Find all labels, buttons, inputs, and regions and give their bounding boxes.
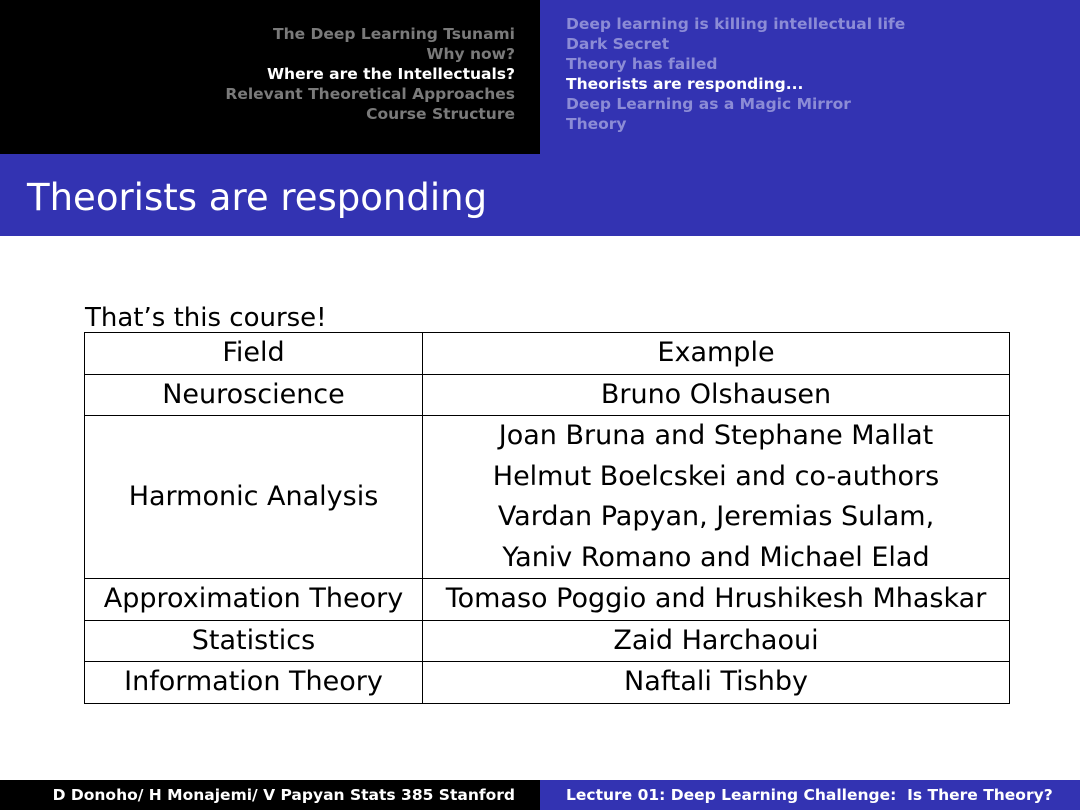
nav-subsection-theory[interactable]: Theory <box>566 115 627 133</box>
field-cell: Approximation Theory <box>85 579 423 621</box>
footer-lecture <box>540 780 1080 810</box>
example-line: Joan Bruna and Stephane Mallat <box>498 420 934 451</box>
approaches-table <box>84 332 1010 704</box>
subsection-list <box>566 14 905 134</box>
nav-section-course-structure[interactable]: Course Structure <box>366 105 515 123</box>
footer-authors <box>0 780 540 810</box>
field-cell: Neuroscience <box>85 374 423 416</box>
example-cell <box>423 662 1010 704</box>
frame-title-bar <box>0 154 1080 236</box>
section-list <box>225 24 515 124</box>
example-cell <box>423 416 1010 579</box>
nav-subsection-magic-mirror[interactable]: Deep Learning as a Magic Mirror <box>566 95 851 113</box>
example-cell <box>423 374 1010 416</box>
table-row <box>85 416 1010 579</box>
footer-authors-text: D Donoho/ H Monajemi/ V Papyan Stats 385 Stanford <box>52 786 515 804</box>
table-row <box>85 662 1010 704</box>
field-cell: Harmonic Analysis <box>85 416 423 579</box>
nav-section-deep-learning-tsunami[interactable]: The Deep Learning Tsunami <box>273 25 515 43</box>
nav-subsection-theorists-are-responding[interactable]: Theorists are responding... <box>566 75 804 93</box>
nav-subsection-theory-has-failed[interactable]: Theory has failed <box>566 55 718 73</box>
example-cell <box>423 579 1010 621</box>
slide-title: Theorists are responding <box>27 176 488 219</box>
nav-section-relevant-theoretical-approaches[interactable]: Relevant Theoretical Approaches <box>225 85 515 103</box>
example-line: Tomaso Poggio and Hrushikesh Mhaskar <box>445 583 987 614</box>
field-cell: Statistics <box>85 620 423 662</box>
section-navigation <box>0 0 540 154</box>
table-row <box>85 620 1010 662</box>
nav-section-why-now[interactable]: Why now? <box>426 45 515 63</box>
footer-lecture-text: Lecture 01: Deep Learning Challenge: Is There Theory? <box>566 786 1053 804</box>
example-line: Bruno Olshausen <box>600 378 832 410</box>
table-row <box>85 579 1010 621</box>
column-header-field: Field <box>85 333 423 375</box>
table-header-row <box>85 333 1010 375</box>
example-line: Naftali Tishby <box>624 666 808 697</box>
column-header-example: Example <box>423 333 1010 375</box>
example-line: Vardan Papyan, Jeremias Sulam, <box>497 501 935 532</box>
example-line: Yaniv Romano and Michael Elad <box>502 541 930 573</box>
table-row <box>85 374 1010 416</box>
example-cell <box>423 620 1010 662</box>
example-line: Zaid Harchaoui <box>613 624 819 656</box>
subsection-navigation <box>540 0 1080 154</box>
nav-section-where-are-the-intellectuals[interactable]: Where are the Intellectuals? <box>266 65 515 83</box>
intro-text: That’s this course! <box>85 303 327 333</box>
field-cell: Information Theory <box>85 662 423 704</box>
nav-subsection-killing-intellectual-life[interactable]: Deep learning is killing intellectual life <box>566 15 906 33</box>
example-line: Helmut Boelcskei and co-authors <box>492 460 940 492</box>
nav-subsection-dark-secret[interactable]: Dark Secret <box>566 35 670 53</box>
